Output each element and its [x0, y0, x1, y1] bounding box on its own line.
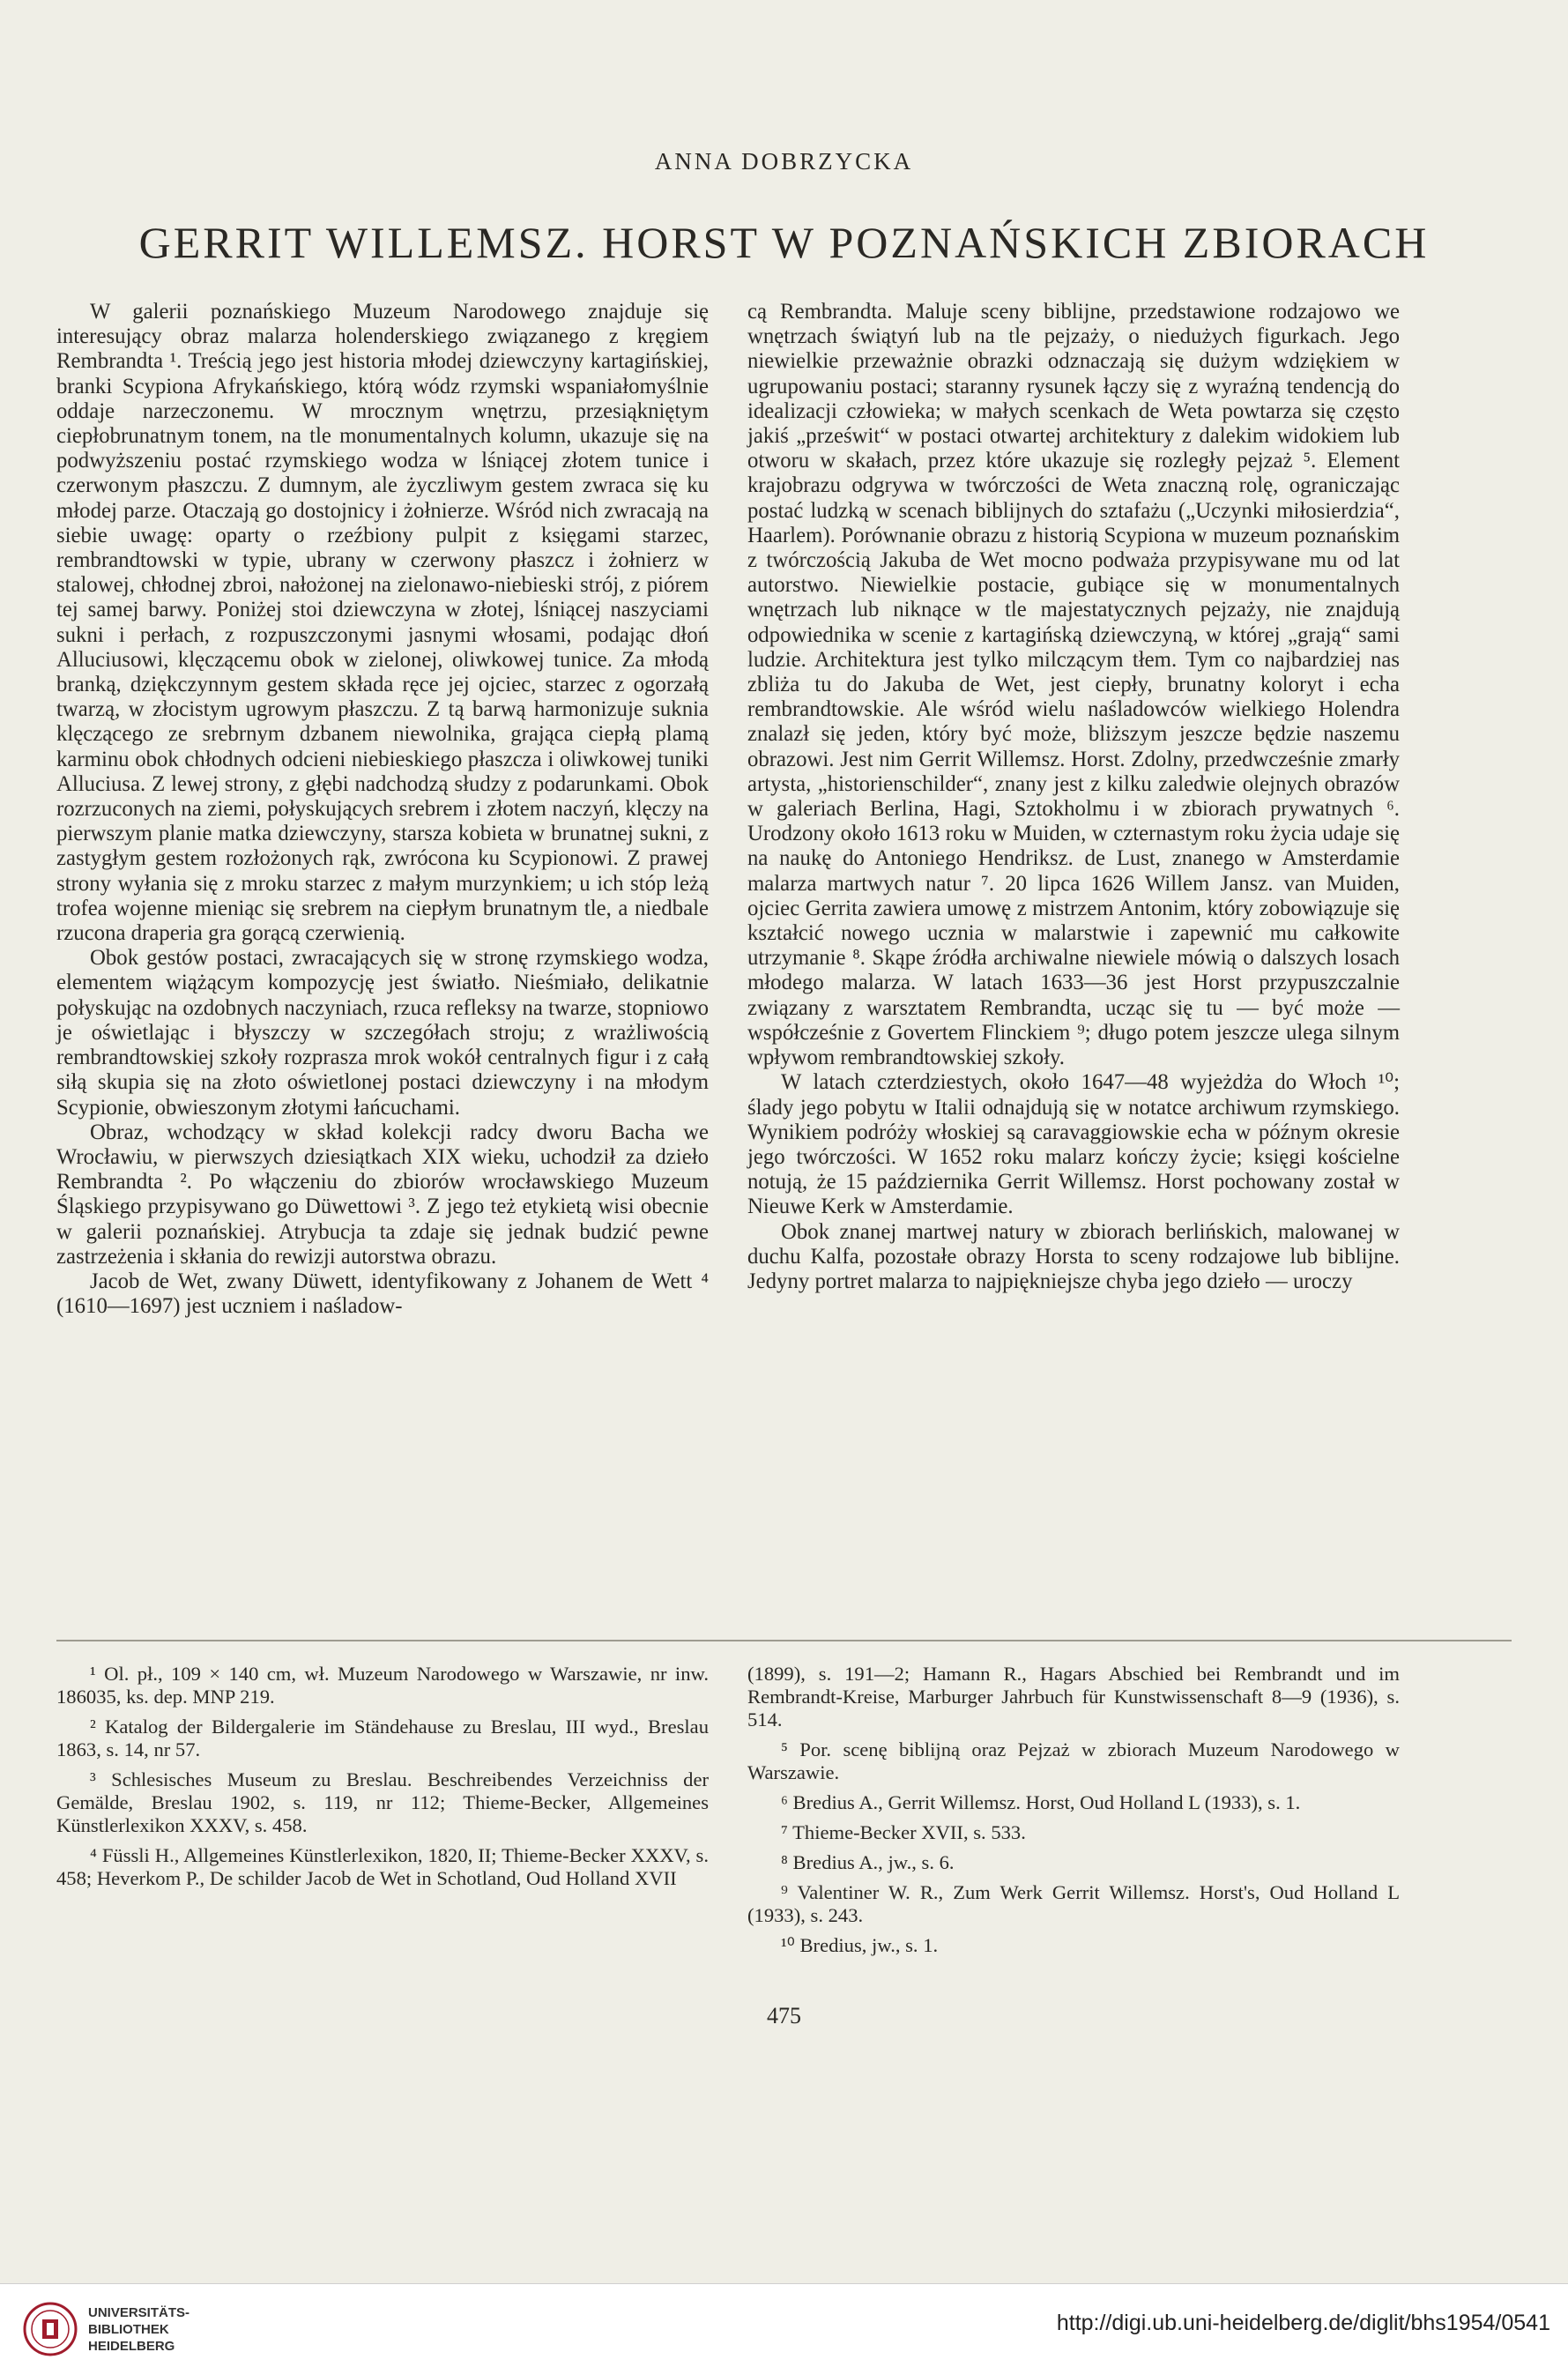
- viewer-footer: [0, 2283, 1568, 2367]
- body-paragraph: Obok gestów postaci, zwracających się w stronę rzymskiego wodza, elementem wiążącym kompozycję jest światło. Nieśmiało, delikatnie połyskując na ozdobnych naczyniach, rzuca refleksy na twarze, stopniowo je oświetlając i błyszczy w szczegółach stroju; z wrażliwością rembrandtowskiej szkoły rozprasza mrok wokół centralnych figur i z całą siłą skupia się na złoto oświetlonej postaci dziewczyny i na młodym Scypionie, obwieszonym złotymi łańcuchami.: [56, 946, 709, 1120]
- footnote: ⁶ Bredius A., Gerrit Willemsz. Horst, Oud Holland L (1933), s. 1.: [781, 1791, 1301, 1813]
- footnote: ⁸ Bredius A., jw., s. 6.: [781, 1851, 955, 1873]
- body-paragraph: Obraz, wchodzący w skład kolekcji radcy dworu Bacha we Wrocławiu, w pierwszych dziesiątkach XIX wieku, uchodził za dzieło Rembrandta ². Po włączeniu do zbiorów wrocławskiego Muzeum Śląskiego przypisywano go Düwettowi ³. Z jego też etykietą wisi obecnie w galerii poznańskiej. Atrybucja ta zdaje się jednak budzić pewne zastrzeżenia i skłania do rewizji autorstwa obrazu.: [56, 1120, 709, 1269]
- page-number: 475: [767, 2003, 801, 2028]
- body-paragraph: Jacob de Wet, zwany Düwett, identyfikowany z Johanem de Wett ⁴ (1610—1697) jest uczniem i naśladow-: [56, 1269, 709, 1319]
- article-title: GERRIT WILLEMSZ. HORST W POZNAŃSKICH ZBIORACH: [138, 218, 1430, 267]
- article-author: ANNA DOBRZYCKA: [654, 148, 914, 175]
- footnote: ⁵ Por. scenę biblijną oraz Pejzaż w zbiorach Muzeum Narodowego w Warszawie.: [747, 1738, 1400, 1783]
- body-paragraph: W galerii poznańskiego Muzeum Narodowego znajduje się interesujący obraz malarza holenderskiego związanego z kręgiem Rembrandta ¹. Treścią jego jest historia młodej dziewczyny kartagińskiej, branki Scypiona Afrykańskiego, którą wódz rzymski wspaniałomyślnie oddaje narzeczonemu. W mrocznym wnętrzu, przesiąkniętym ciepłobrunatnym tonem, na tle monumentalnych kolumn, ukazuje się na podwyższeniu postać rzymskiego wodza w lśniącej złotem tunice i czerwonym płaszczu. Z dumnym, ale życzliwym gestem zwraca się ku młodej parze. Otaczają go dostojnicy i żołnierze. Wśród nich zwracają na siebie uwagę: oparty o rzeźbiony pulpit z księgami starzec, rembrandtowski w typie, ubrany w czerwony płaszcz i żołnierz w stalowej, chłodnej zbroi, nałożonej na zielonawo-niebieski strój, z piórem tej samej barwy. Poniżej stoi dziewczyna w złotej, lśniącej naszyciami sukni i perłach, z rozpuszczonymi jasnymi włosami, podając dłoń Alluciusowi, klęczącemu obok w zielonej, oliwkowej tunice. Za młodą branką, dziękczynnym gestem składa ręce jej ojciec, starzec z ogorzałą twarzą, w złocistym ugrowym płaszczu. Z tą barwą harmonizuje suknia klęczącego ze srebrnym dzbanem niewolnika, grająca ciepłą plamą karminu obok chłodnych odcieni niebieskiego płaszcza i oliwkowej tuniki Alluciusa. Z lewej strony, z głębi nadchodzą słudzy z podarunkami. Obok rozrzuconych na ziemi, połyskujących srebrem i złotem naczyń, klęczy na pierwszym planie matka dziewczyny, starsza kobieta w brunatnej sukni, z zastygłym gestem rozłożonych rąk, zwrócona ku Scypionowi. Z prawej strony wyłania się z mroku starzec z małym murzynkiem; u ich stóp leżą trofea wojenne mieniąc się srebrem na ciepłym brunatnym tle, a niedbale rzucona draperia gra gorącą czerwienią.: [56, 300, 709, 946]
- footnotes-right: [747, 1663, 1400, 1964]
- footnote: ³ Schlesisches Museum zu Breslau. Beschreibendes Verzeichniss der Gemälde, Breslau 1902, s. 119, nr 112; Thieme-Becker, Allgemeines Künstlerlexikon XXXV, s. 458.: [56, 1768, 709, 1836]
- permalink-url[interactable]: http://digi.ub.uni-heidelberg.de/diglit/bhs1954/0541: [1056, 2311, 1550, 2335]
- footnote: ⁷ Thieme-Becker XVII, s. 533.: [781, 1821, 1026, 1843]
- footnote-divider: [56, 1640, 1512, 1641]
- library-logo-text: UNIVERSITÄTS- BIBLIOTHEK HEIDELBERG: [88, 2305, 190, 2354]
- footnote: (1899), s. 191—2; Hamann R., Hagars Abschied bei Rembrandt und im Rembrandt-Kreise, Marburger Jahrbuch für Kunstwissenschaft 8—9 (1936), s. 514.: [747, 1663, 1400, 1731]
- body-column-right: [747, 300, 1400, 1294]
- footnote: ⁴ Füssli H., Allgemeines Künstlerlexikon, 1820, II; Thieme-Becker XXXV, s. 458; Heverkom P., De schilder Jacob de Wet in Schotland, Oud Holland XVII: [56, 1844, 709, 1889]
- body-column-left: [56, 300, 709, 1319]
- body-paragraph: Obok znanej martwej natury w zbiorach berlińskich, malowanej w duchu Kalfa, pozostałe obrazy Horsta to sceny rodzajowe lub biblijne. Jedyny portret malarza to najpiękniejsze chyba jego dzieło — uroczy: [747, 1219, 1400, 1293]
- footnote: ⁹ Valentiner W. R., Zum Werk Gerrit Willemsz. Horst's, Oud Holland L (1933), s. 243.: [747, 1881, 1400, 1926]
- footnote: ¹ Ol. pł., 109 × 140 cm, wł. Muzeum Narodowego w Warszawie, nr inw. 186035, ks. dep. MNP 219.: [56, 1663, 709, 1708]
- footnotes-left: [56, 1663, 709, 1897]
- footnote: ² Katalog der Bildergalerie im Ständehause zu Breslau, III wyd., Breslau 1863, s. 14, nr 57.: [56, 1716, 709, 1760]
- body-paragraph: W latach czterdziestych, około 1647—48 wyjeżdża do Włoch ¹⁰; ślady jego pobytu w Italii odnajdują się w notatce archiwum rzymskiego. Wynikiem podróży włoskiej są caravaggiowskie echa w późnym okresie jego twórczości. W 1652 roku malarz kończy życie; księgi kościelne notują, że 15 października Gerrit Willemsz. Horst pochowany został w Nieuwe Kerk w Amsterdamie.: [747, 1070, 1400, 1219]
- footnote: ¹⁰ Bredius, jw., s. 1.: [781, 1934, 939, 1956]
- university-seal-icon: [23, 2302, 78, 2356]
- body-paragraph: cą Rembrandta. Maluje sceny biblijne, przedstawione rodzajowo we wnętrzach świątyń lub na tle pejzaży, o niedużych figurkach. Jego niewielkie przeważnie obrazki odznaczają się dużym wdziękiem w ugrupowaniu postaci; staranny rysunek łączy się z wyraźną tendencją do idealizacji człowieka; w małych scenkach de Weta powtarza się często jakiś „prześwit“ w postaci otwartej architektury z dalekim widokiem lub otworu w skałach, przez które ukazuje się rozległy pejzaż ⁵. Element krajobrazu odgrywa w twórczości de Weta znaczną rolę, ograniczając postać ludzką w scenach biblijnych do sztafażu („Uczynki miłosierdzia“, Haarlem). Porównanie obrazu z historią Scypiona w muzeum poznańskim z twórczością Jakuba de Wet mocno podważa przypisywane mu od lat autorstwo. Niewielkie postacie, gubiące się w monumentalnych wnętrzach lub niknące w tle majestatycznych pejzaży, nie znajdują odpowiednika w scenie z kartagińską dziewczyną, w której „grają“ sami ludzie. Architektura jest tylko milczącym tłem. Tym co najbardziej nas zbliża tu do Jakuba de Wet, jest ciepły, brunatny koloryt i echa rembrandtowskie. Ale wśród wielu naśladowców wielkiego Holendra znalazł się jeden, który być może, bliższym jeszcze będzie naszemu obrazowi. Jest nim Gerrit Willemsz. Horst. Zdolny, przedwcześnie zmarły artysta, „historienschilder“, znany jest z kilku zaledwie olejnych obrazów w galeriach Berlina, Hagi, Sztokholmu i w zbiorach prywatnych ⁶. Urodzony około 1613 roku w Muiden, w czternastym roku życia udaje się na naukę do Antoniego Hendriksz. de Lust, znanego w Amsterdamie malarza martwych natur ⁷. 20 lipca 1626 Willem Jansz. van Muiden, ojciec Gerrita zawiera umowę z mistrzem Antonim, który zobowiązuje się kształcić nowego ucznia w malarstwie i zapewnić mu całkowite utrzymanie ⁸. Skąpe źródła archiwalne niewiele mówią o dalszych losach młodego malarza. W latach 1633—36 jest Horst przypuszczalnie związany z warsztatem Rembrandta, ucząc się tu — być może — współcześnie z Govertem Flinckiem ⁹; długo potem jeszcze ulega silnym wpływom rembrandtowskiej szkoły.: [747, 300, 1400, 1070]
